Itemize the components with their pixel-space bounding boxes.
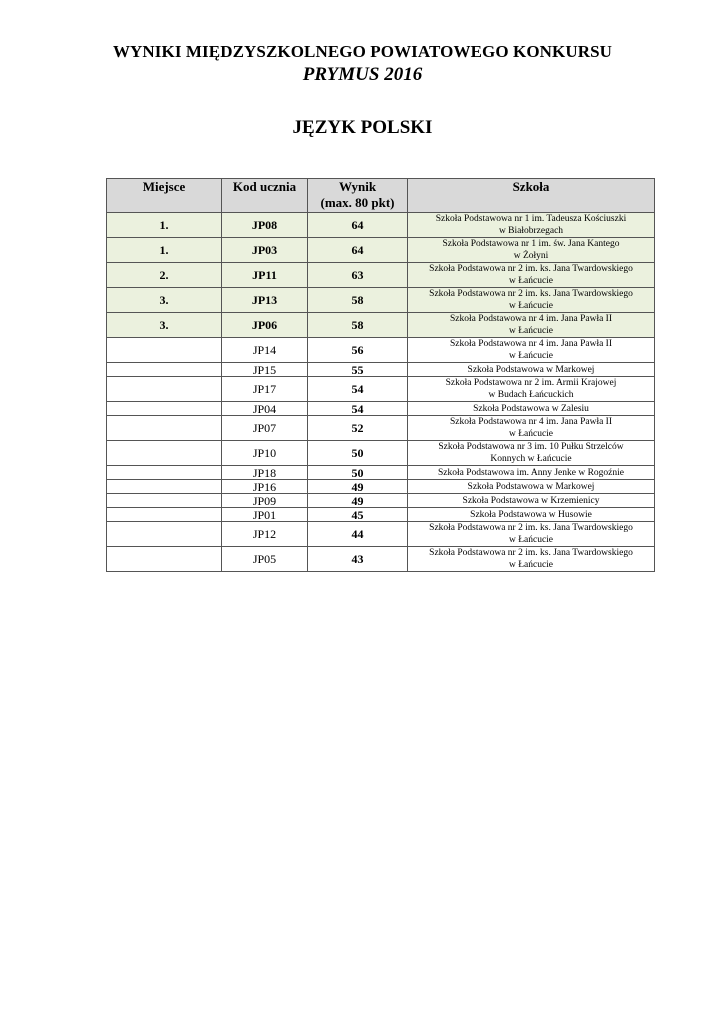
place-cell — [107, 441, 222, 466]
school-cell — [408, 213, 655, 238]
school-location-line: Konnych w Łańcucie — [490, 454, 572, 464]
table-row — [107, 402, 655, 416]
school-location-line: w Łańcucie — [508, 560, 554, 570]
school-name-line: Szkoła Podstawowa nr 4 im. Jana Pawła II — [450, 339, 612, 349]
results-table — [106, 178, 655, 572]
school-name-line: Szkoła Podstawowa nr 2 im. ks. Jana Twardowskiego — [429, 289, 633, 299]
school-name-line: Szkoła Podstawowa w Zalesiu — [473, 403, 589, 414]
school-cell — [408, 238, 655, 263]
school-name-line: Szkoła Podstawowa nr 1 im. św. Jana Kantego — [442, 239, 620, 249]
place-cell — [107, 377, 222, 402]
score-cell: 44 — [308, 522, 408, 547]
student-code-cell: JP03 — [222, 238, 308, 263]
school-name-line: Szkoła Podstawowa nr 2 im. Armii Krajowej — [445, 378, 617, 388]
score-cell: 45 — [308, 508, 408, 522]
table-row — [107, 466, 655, 480]
school-cell — [408, 480, 655, 494]
school-location-line: w Białobrzegach — [498, 226, 564, 236]
student-code-cell: JP05 — [222, 547, 308, 572]
place-cell: 3. — [107, 313, 222, 338]
column-header-code: Kod ucznia — [222, 179, 308, 213]
school-cell — [408, 466, 655, 480]
table-row — [107, 494, 655, 508]
school-name-line: Szkoła Podstawowa nr 2 im. ks. Jana Twardowskiego — [429, 548, 633, 558]
school-location-line: w Budach Łańcuckich — [488, 390, 574, 400]
school-cell — [408, 441, 655, 466]
document-title: WYNIKI MIĘDZYSZKOLNEGO POWIATOWEGO KONKURSU — [112, 42, 613, 61]
school-cell — [408, 508, 655, 522]
student-code-cell: JP10 — [222, 441, 308, 466]
place-cell — [107, 494, 222, 508]
school-location-line: w Łańcucie — [508, 429, 554, 439]
school-name-line: Szkoła Podstawowa nr 2 im. ks. Jana Twardowskiego — [429, 523, 633, 533]
school-name-line: Szkoła Podstawowa w Husowie — [470, 509, 592, 520]
student-code-cell: JP13 — [222, 288, 308, 313]
place-cell: 1. — [107, 238, 222, 263]
school-name-line: Szkoła Podstawowa nr 2 im. ks. Jana Twardowskiego — [429, 264, 633, 274]
school-cell — [408, 377, 655, 402]
score-cell: 49 — [308, 480, 408, 494]
place-cell — [107, 338, 222, 363]
school-name-line: Szkoła Podstawowa w Krzemienicy — [462, 495, 600, 506]
student-code-cell: JP18 — [222, 466, 308, 480]
score-cell: 54 — [308, 377, 408, 402]
school-cell — [408, 363, 655, 377]
table-row — [107, 441, 655, 466]
school-cell — [408, 288, 655, 313]
table-row — [107, 547, 655, 572]
student-code-cell: JP14 — [222, 338, 308, 363]
place-cell — [107, 416, 222, 441]
place-cell: 3. — [107, 288, 222, 313]
school-cell — [408, 547, 655, 572]
place-cell — [107, 522, 222, 547]
school-location-line: w Łańcucie — [508, 301, 554, 311]
score-cell: 50 — [308, 441, 408, 466]
student-code-cell: JP15 — [222, 363, 308, 377]
place-cell — [107, 466, 222, 480]
column-header-score-label: Wynik — [338, 179, 377, 194]
score-cell: 64 — [308, 213, 408, 238]
school-location-line: w Łańcucie — [508, 351, 554, 361]
student-code-cell: JP16 — [222, 480, 308, 494]
place-cell — [107, 402, 222, 416]
place-cell — [107, 480, 222, 494]
school-location-line: w Łańcucie — [508, 276, 554, 286]
place-cell — [107, 508, 222, 522]
score-cell: 58 — [308, 288, 408, 313]
student-code-cell: JP17 — [222, 377, 308, 402]
table-row — [107, 288, 655, 313]
school-cell — [408, 313, 655, 338]
score-cell: 54 — [308, 402, 408, 416]
student-code-cell: JP12 — [222, 522, 308, 547]
school-cell — [408, 338, 655, 363]
score-cell: 52 — [308, 416, 408, 441]
column-header-score-max: (max. 80 pkt) — [320, 195, 395, 210]
table-row — [107, 522, 655, 547]
score-cell: 58 — [308, 313, 408, 338]
column-header-school: Szkoła — [408, 179, 655, 213]
student-code-cell: JP11 — [222, 263, 308, 288]
school-name-line: Szkoła Podstawowa nr 4 im. Jana Pawła II — [450, 417, 612, 427]
score-cell: 50 — [308, 466, 408, 480]
table-row — [107, 238, 655, 263]
school-location-line: w Żołyni — [513, 251, 549, 261]
table-row — [107, 338, 655, 363]
column-header-score — [308, 179, 408, 213]
school-location-line: w Łańcucie — [508, 326, 554, 336]
student-code-cell: JP08 — [222, 213, 308, 238]
table-row — [107, 377, 655, 402]
table-header-row — [107, 179, 655, 213]
table-row — [107, 213, 655, 238]
score-cell: 63 — [308, 263, 408, 288]
place-cell: 2. — [107, 263, 222, 288]
school-cell — [408, 402, 655, 416]
table-row — [107, 313, 655, 338]
school-name-line: Szkoła Podstawowa nr 3 im. 10 Pułku Strzelców — [438, 442, 624, 452]
place-cell — [107, 363, 222, 377]
student-code-cell: JP04 — [222, 402, 308, 416]
contest-name: PRYMUS 2016 — [302, 64, 423, 85]
score-cell: 55 — [308, 363, 408, 377]
column-header-place: Miejsce — [107, 179, 222, 213]
place-cell — [107, 547, 222, 572]
score-cell: 64 — [308, 238, 408, 263]
student-code-cell: JP01 — [222, 508, 308, 522]
school-name-line: Szkoła Podstawowa w Markowej — [467, 364, 595, 375]
table-row — [107, 480, 655, 494]
score-cell: 56 — [308, 338, 408, 363]
table-row — [107, 508, 655, 522]
school-name-line: Szkoła Podstawowa im. Anny Jenke w Rogoźnie — [437, 467, 625, 478]
school-cell — [408, 416, 655, 441]
score-cell: 49 — [308, 494, 408, 508]
school-location-line: w Łańcucie — [508, 535, 554, 545]
school-cell — [408, 494, 655, 508]
table-row — [107, 416, 655, 441]
student-code-cell: JP07 — [222, 416, 308, 441]
subject-heading: JĘZYK POLSKI — [292, 117, 433, 138]
school-name-line: Szkoła Podstawowa nr 4 im. Jana Pawła II — [450, 314, 612, 324]
score-cell: 43 — [308, 547, 408, 572]
school-cell — [408, 263, 655, 288]
table-row — [107, 263, 655, 288]
student-code-cell: JP06 — [222, 313, 308, 338]
student-code-cell: JP09 — [222, 494, 308, 508]
school-cell — [408, 522, 655, 547]
place-cell: 1. — [107, 213, 222, 238]
school-name-line: Szkoła Podstawowa nr 1 im. Tadeusza Kościuszki — [435, 214, 627, 224]
table-row — [107, 363, 655, 377]
school-name-line: Szkoła Podstawowa w Markowej — [467, 481, 595, 492]
